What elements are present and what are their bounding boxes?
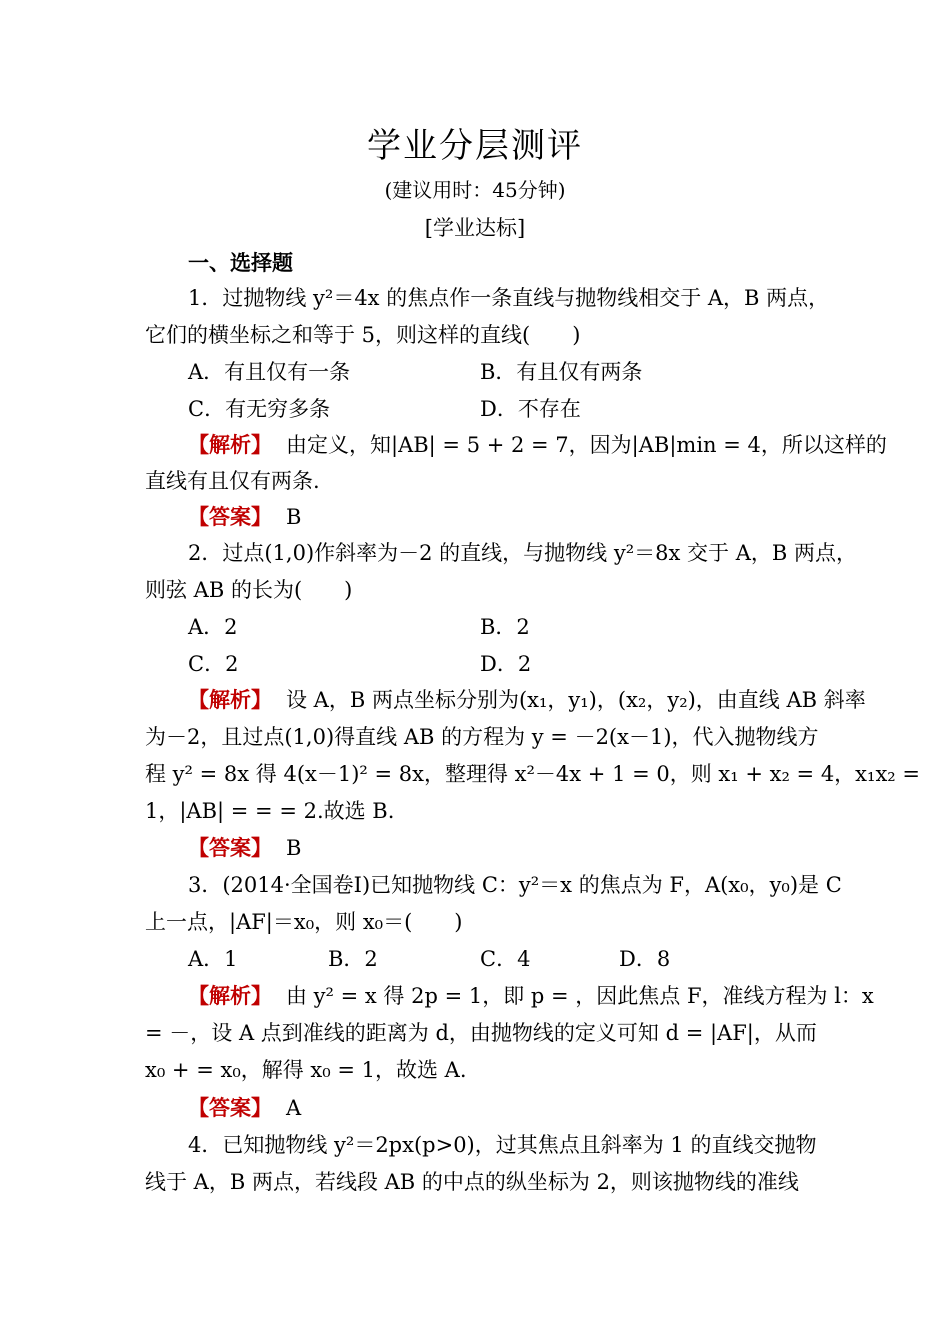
q2-analysis-line3: 程 y² = 8x 得 4(x－1)² = 8x，整理得 x²－4x + 1 = 0，则 x₁ + x₂ = 4，x₁x₂ = — [145, 762, 920, 786]
q1-stem-line1: 1．过抛物线 y²＝4x 的焦点作一条直线与抛物线相交于 A，B 两点， — [188, 286, 830, 310]
q3-option-a: A．1 — [188, 947, 238, 971]
q1-option-b: B．有且仅有两条 — [480, 360, 643, 384]
analysis-label: 【解析】 — [188, 432, 272, 457]
q3-analysis-line1 — [188, 978, 874, 1014]
q2-analysis-line4: 1，|AB| = = = 2.故选 B. — [145, 799, 395, 823]
q1-option-c: C．有无穷多条 — [188, 397, 331, 421]
q3-analysis-line3: x₀ + = x₀，解得 x₀ = 1，故选 A. — [145, 1058, 467, 1082]
q2-analysis-line2: 为－2，且过点(1,0)得直线 AB 的方程为 y = －2(x－1)，代入抛物线方 — [145, 725, 819, 749]
part-heading: 一、选择题 — [188, 250, 293, 275]
q1-stem-line2: 它们的横坐标之和等于 5，则这样的直线( ) — [145, 323, 581, 347]
answer-label: 【答案】 — [188, 504, 272, 529]
q1-analysis-text: 由定义，知|AB| = 5 + 2 = 7，因为|AB|min = 4，所以这样的 — [286, 433, 887, 457]
q2-answer — [188, 830, 858, 866]
answer-label: 【答案】 — [188, 1095, 272, 1120]
q2-option-b: B．2 — [480, 615, 530, 639]
q2-stem-line1: 2．过点(1,0)作斜率为－2 的直线，与抛物线 y²＝8x 交于 A，B 两点， — [188, 541, 857, 565]
q2-option-c: C．2 — [188, 652, 239, 676]
q3-answer — [188, 1090, 858, 1126]
answer-label: 【答案】 — [188, 835, 272, 860]
q2-option-a: A．2 — [188, 615, 238, 639]
q3-option-c: C．4 — [480, 947, 531, 971]
q2-answer-value: B — [286, 836, 302, 860]
q3-stem-line1: 3．(2014·全国卷Ⅰ)已知抛物线 C：y²＝x 的焦点为 F，A(x₀，y₀)是 C — [188, 873, 842, 897]
q1-analysis-line2: 直线有且仅有两条. — [145, 469, 320, 493]
q3-stem-line2: 上一点，|AF|＝x₀，则 x₀＝( ) — [145, 910, 463, 934]
q2-option-d: D．2 — [480, 652, 532, 676]
q4-stem-line2: 线于 A，B 两点，若线段 AB 的中点的纵坐标为 2，则该抛物线的准线 — [145, 1170, 799, 1194]
q2-analysis-text: 设 A，B 两点坐标分别为(x₁，y₁)，(x₂，y₂)，由直线 AB 斜率 — [286, 688, 866, 712]
time-suggestion: (建议用时：45分钟) — [384, 178, 566, 202]
q1-answer-value: B — [286, 505, 302, 529]
analysis-label: 【解析】 — [188, 687, 272, 712]
q1-analysis-line1 — [188, 427, 887, 463]
analysis-label: 【解析】 — [188, 983, 272, 1008]
q3-option-b: B．2 — [328, 947, 378, 971]
page-title: 学业分层测评 — [367, 126, 583, 166]
q1-option-a: A．有且仅有一条 — [188, 360, 351, 384]
q1-option-d: D．不存在 — [480, 397, 581, 421]
q3-option-d: D．8 — [619, 947, 671, 971]
q1-answer — [188, 499, 858, 535]
q4-stem-line1: 4．已知抛物线 y²＝2px(p>0)，过其焦点且斜率为 1 的直线交抛物 — [188, 1133, 817, 1157]
q3-answer-value: A — [286, 1096, 302, 1120]
q3-analysis-text: 由 y² = x 得 2p = 1，即 p = ，因此焦点 F，准线方程为 l：x — [286, 984, 874, 1008]
q2-stem-line2: 则弦 AB 的长为( ) — [145, 578, 353, 602]
section-heading: [学业达标] — [424, 216, 526, 240]
q2-analysis-line1 — [188, 682, 866, 718]
q3-analysis-line2: = －，设 A 点到准线的距离为 d，由抛物线的定义可知 d = |AF|，从而 — [145, 1021, 817, 1045]
